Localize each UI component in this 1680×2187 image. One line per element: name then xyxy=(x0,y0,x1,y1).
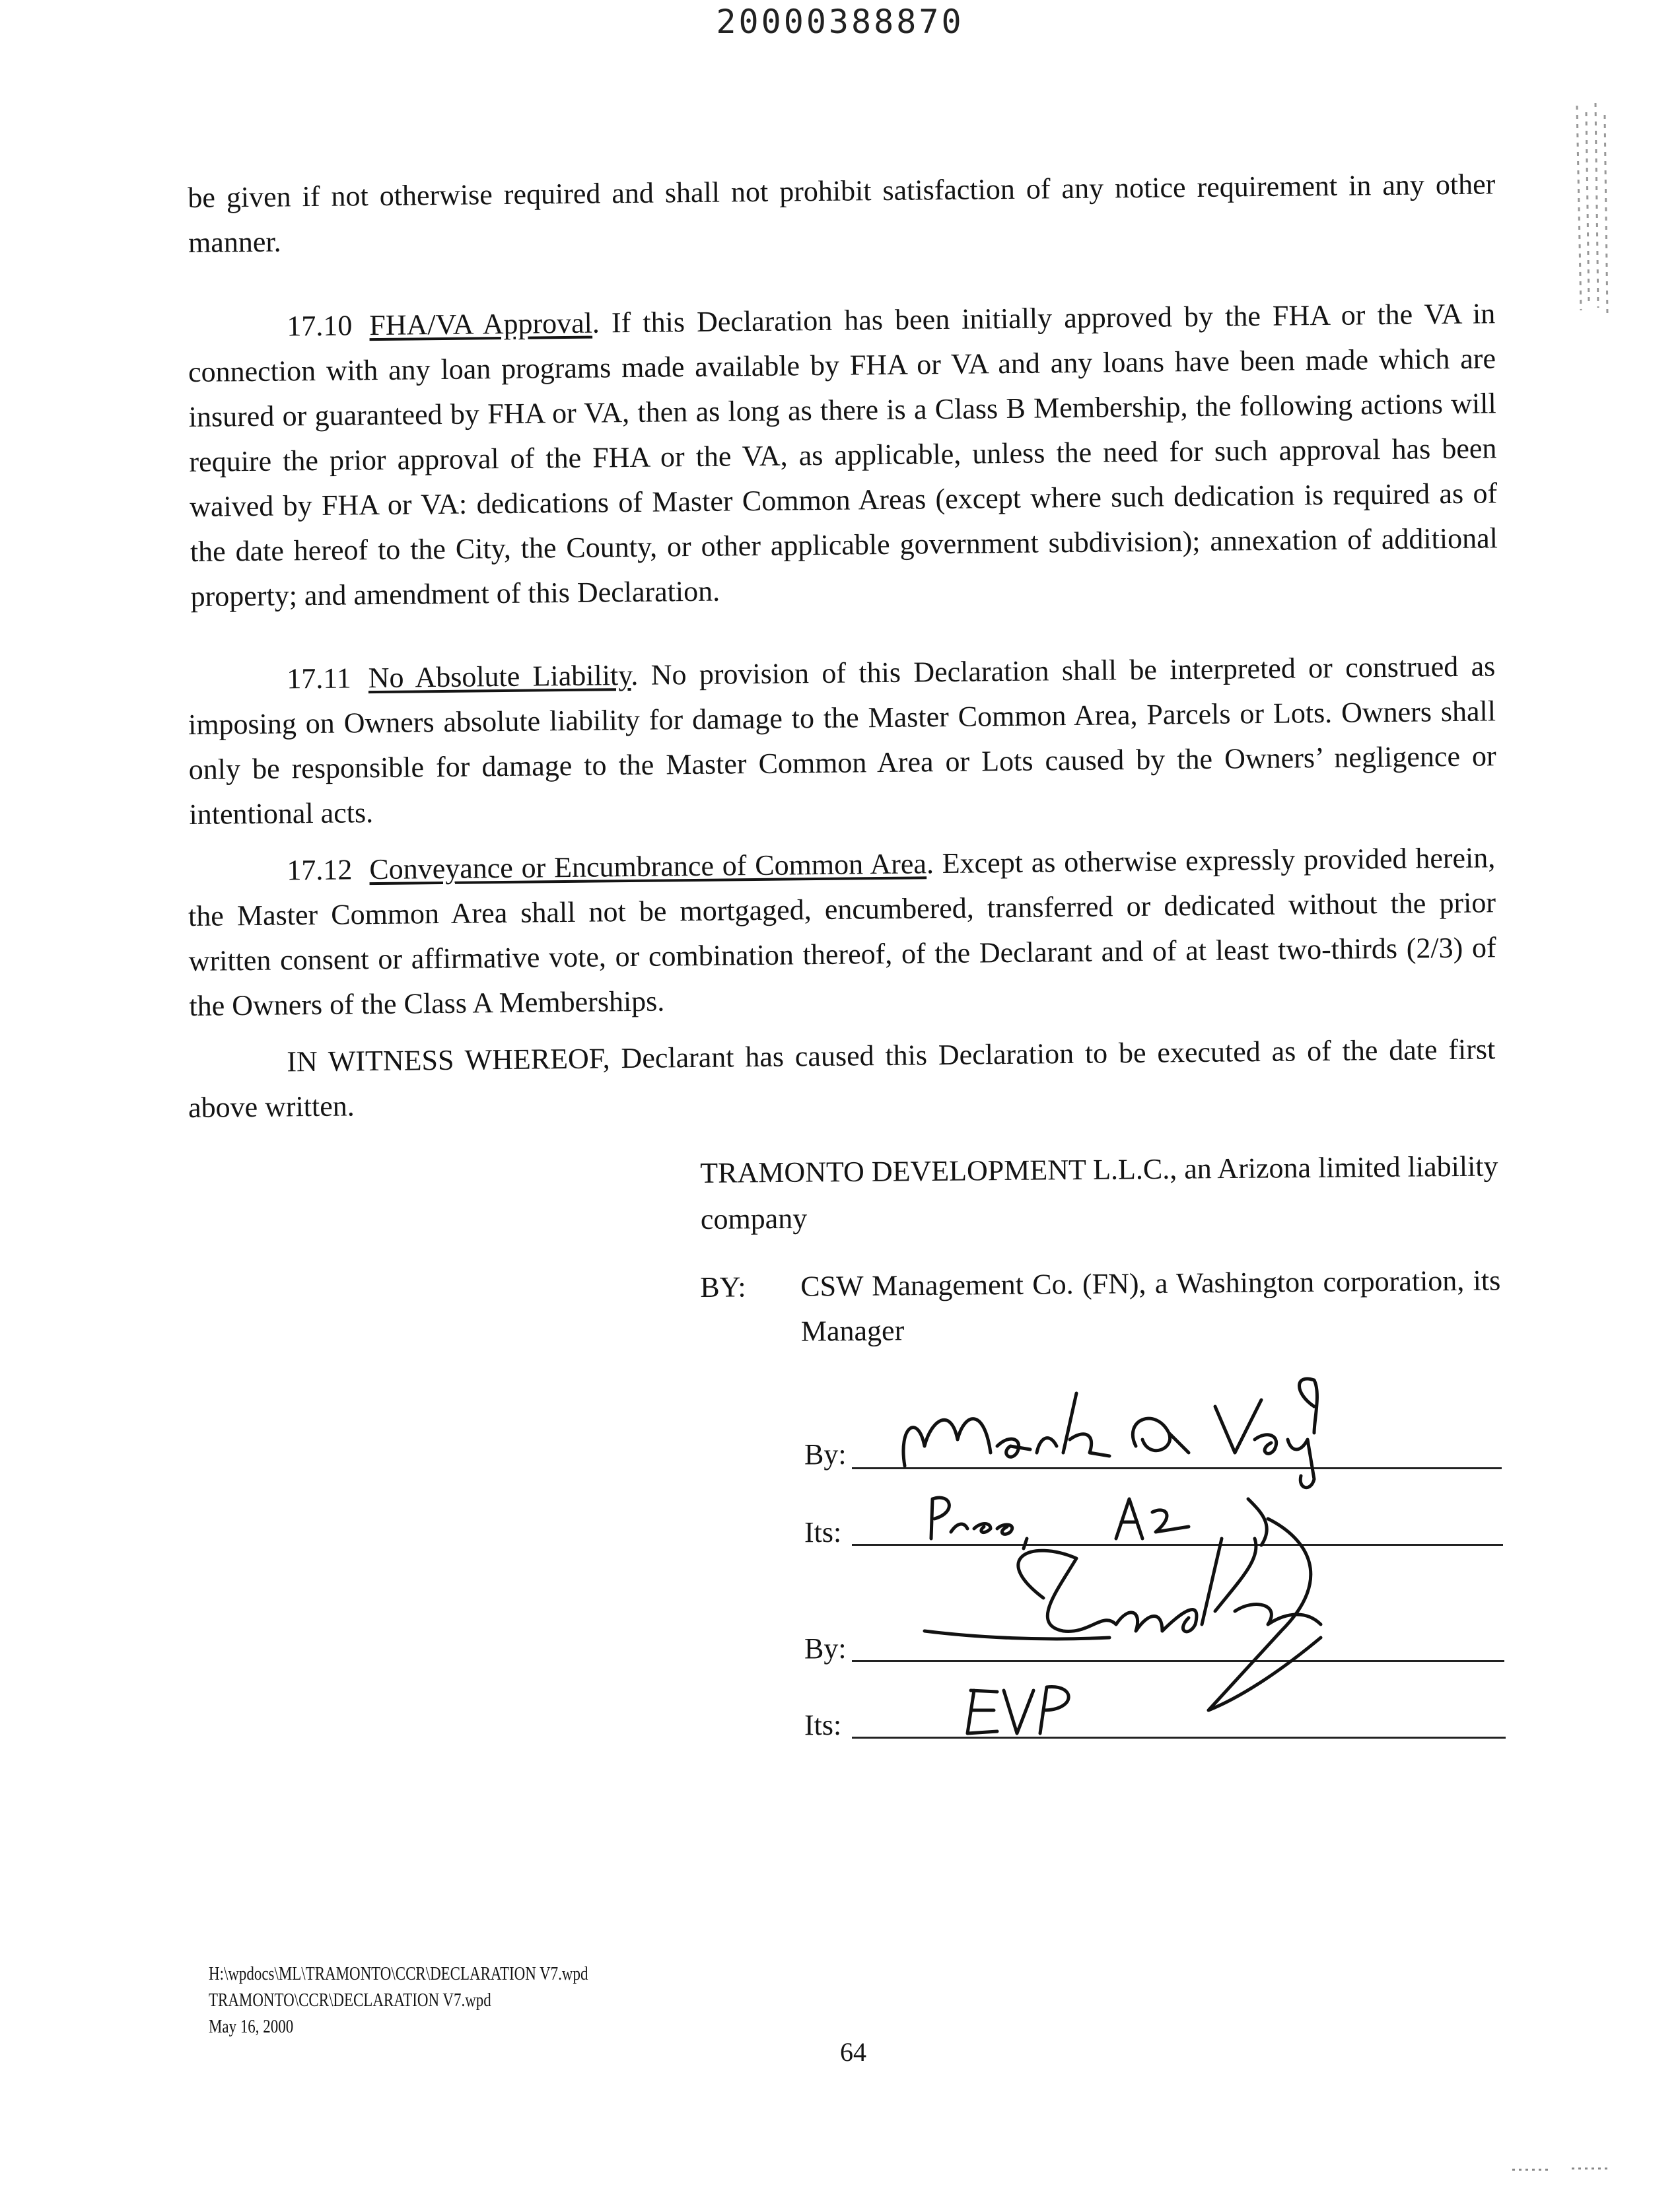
file-path-footer xyxy=(209,1961,588,2040)
company-name: TRAMONTO DEVELOPMENT L.L.C., an Arizona limited liability company xyxy=(700,1150,1498,1235)
signature-by-label-1: By: xyxy=(804,1438,847,1471)
section-number: 17.10 xyxy=(287,309,353,343)
document-number: 20000388870 xyxy=(716,3,964,41)
footer-date: May 16, 2000 xyxy=(209,2017,294,2037)
section-title: No Absolute Liability xyxy=(368,658,631,695)
signature-by-label-2: By: xyxy=(804,1632,847,1665)
witness-text: IN WITNESS WHEREOF, Declarant has caused this Declaration to be executed as of the date first above written. xyxy=(188,1033,1496,1124)
witness-paragraph xyxy=(188,1027,1496,1130)
section-number: 17.12 xyxy=(287,853,353,887)
signature-its-label-2: Its: xyxy=(804,1709,842,1741)
section-17-10 xyxy=(188,291,1498,619)
scan-artifact-marks xyxy=(1572,99,1618,317)
page-number: 64 xyxy=(840,2037,866,2067)
handwritten-title-2 xyxy=(958,1677,1090,1743)
section-text: . No provision of this Declaration shall be interpreted or construed as imposing on Owners absolute liability for damage to the Master Common Area, Parcels or Lots. Owners shall only be responsible for damage to the Master Common Area or Lots caused by the Owners’ negligence or intentional acts. xyxy=(188,650,1496,831)
section-number: 17.11 xyxy=(287,662,351,695)
handwritten-signature-1 xyxy=(858,1367,1334,1499)
section-title: FHA/VA Approval xyxy=(369,306,593,342)
file-path-1: H:\wpdocs\ML\TRAMONTO\CCR\DECLARATION V7.wpd xyxy=(209,1964,588,1984)
by-label: BY: xyxy=(700,1270,746,1303)
file-path-2: TRAMONTO\CCR\DECLARATION V7.wpd xyxy=(209,1990,491,2011)
section-text: . If this Declaration has been initially approved by the FHA or the VA in connection with any loan programs made available by FHA or VA and any loans have been made which are insured or guaranteed by FHA or VA, then as long as there is a Class B Membership, the following actions will require the prior approval of the FHA or the VA, as applicable, unless the need for such approval has been waived by FHA or VA: dedications of Master Common Areas (except where such dedication is required as of the date hereof to the City, the County, or other applicable government subdivision); annexation of additional property; and amendment of this Declaration. xyxy=(188,297,1498,613)
manager-block xyxy=(700,1258,1506,1348)
scan-artifact-bottom xyxy=(1512,2163,1631,2176)
section-17-12 xyxy=(188,835,1497,1029)
section-title: Conveyance or Encumbrance of Common Area xyxy=(369,847,927,886)
signature-its-label-1: Its: xyxy=(804,1516,842,1548)
section-17-11 xyxy=(188,644,1497,837)
manager-text: CSW Management Co. (FN), a Washington corporation, its Manager xyxy=(800,1264,1501,1348)
section-text: . Except as otherwise expressly provided herein, the Master Common Area shall not be mortgaged, encumbered, transferred or dedicated without the prior written consent or affirmative vote, or combination thereof, of the Declarant and of at least two-thirds (2/3) of the Owners of the Class A Memberships. xyxy=(188,841,1496,1022)
continuation-paragraph: be given if not otherwise required and shall not prohibit satisfaction of any notice requirement in any other manner. xyxy=(188,168,1496,259)
